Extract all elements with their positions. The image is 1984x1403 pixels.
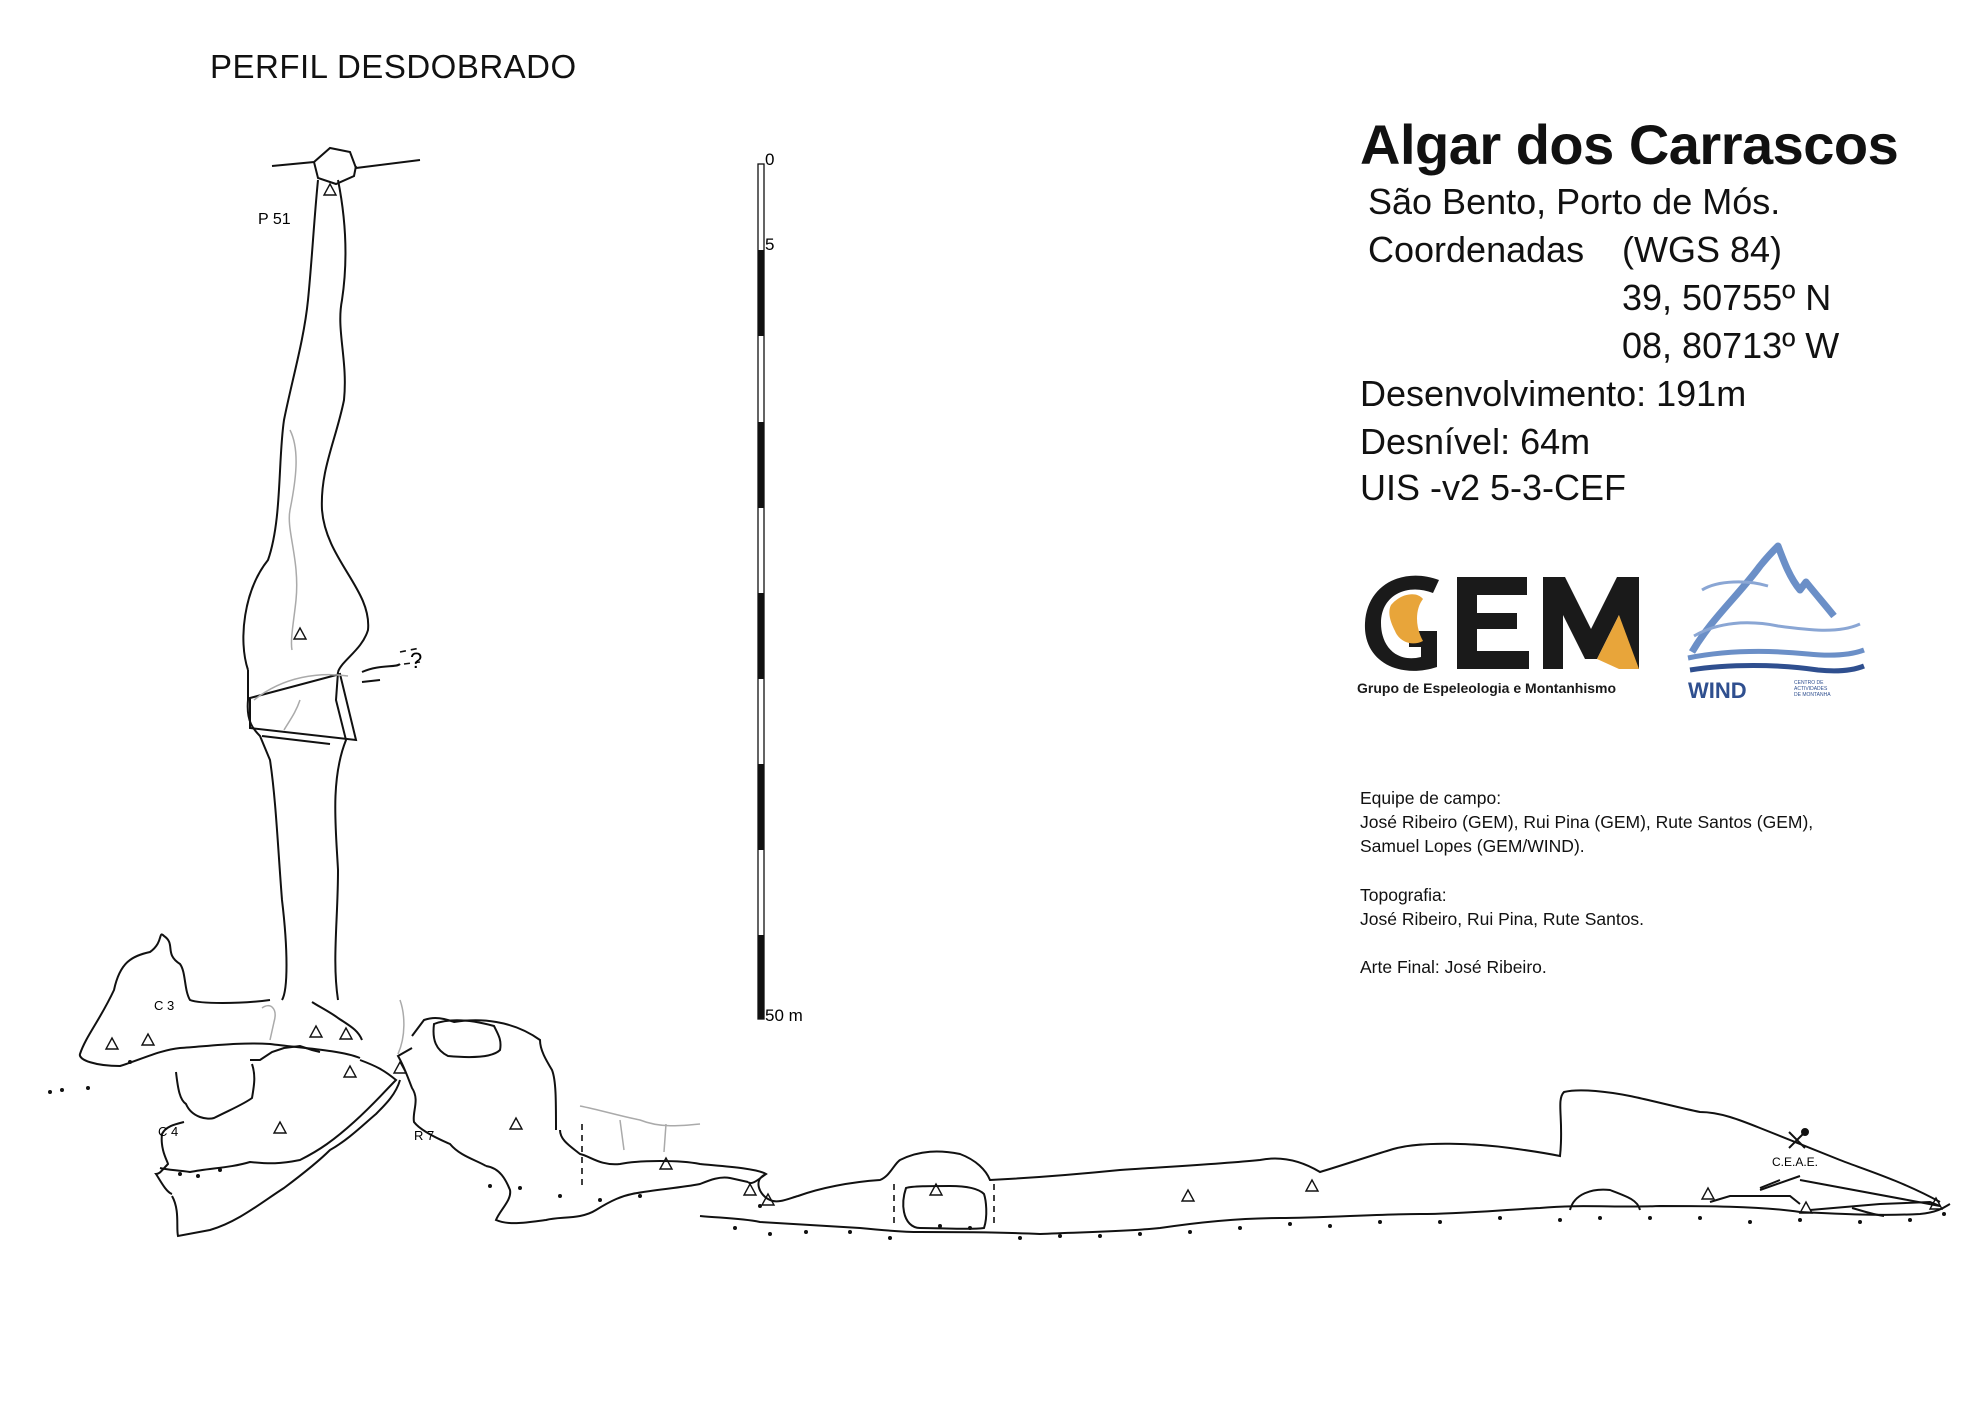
station-triangle-icon [744,1184,756,1195]
unexplored-question-mark: ? [410,648,423,673]
coordinates-longitude: 08, 80713º W [1622,325,1840,366]
coordinates-latitude: 39, 50755º N [1622,277,1832,318]
final-art-credit: Arte Final: José Ribeiro. [1360,957,1547,977]
vertical-scale-bar [758,164,764,1019]
station-triangle-icon [1306,1180,1318,1191]
station-triangle-icon [1702,1188,1714,1199]
scale-label-mid: 5 [765,235,775,254]
station-triangle-icon [1182,1190,1194,1201]
gallery-outline [700,1090,1950,1234]
floor-gravel-dots [48,1060,1946,1240]
scale-label-top: 0 [765,150,775,169]
survey-stations [106,184,1942,1213]
shaft-outline [243,148,423,1000]
c3-label: C 3 [154,998,175,1013]
station-triangle-icon [324,184,336,195]
topography-line: José Ribeiro, Rui Pina, Rute Santos. [1360,909,1645,929]
shaft-inner-line [289,430,296,650]
shaft-inner-line [254,675,348,730]
station-triangle-icon [294,628,306,639]
station-triangle-icon [106,1038,118,1049]
r7-label: R 7 [414,1128,435,1143]
wind-tagline: DE MONTANHA [1794,692,1831,698]
coordinates-label: Coordenadas [1368,229,1585,270]
gem-subtitle: Grupo de Espeleologia e Montanhismo [1357,680,1617,696]
scale-label-bottom: 50 m [765,1006,803,1025]
field-team-line: José Ribeiro (GEM), Rui Pina (GEM), Rute Santos (GEM), [1360,812,1814,832]
wind-tagline: CENTRO DE [1794,680,1824,686]
station-triangle-icon [510,1118,522,1129]
wind-name: WIND [1688,678,1747,703]
chamber-inner-line [580,1106,700,1152]
pitch-label: P 51 [258,211,291,228]
uis-code: UIS -v2 5-3-CEF [1360,467,1627,508]
ceae-label: C.E.A.E. [1772,1155,1819,1169]
coordinates-datum: (WGS 84) [1622,229,1783,270]
station-triangle-icon [310,1026,322,1037]
station-triangle-icon [344,1066,356,1077]
cave-name: Algar dos Carrascos [1360,113,1899,176]
gem-logo-icon [1357,576,1639,696]
station-triangle-icon [274,1122,286,1133]
field-team-heading: Equipe de campo: [1360,788,1502,808]
development-text: Desenvolvimento: 191m [1360,373,1747,414]
depth-text: Desnível: 64m [1360,421,1591,462]
wind-mountain-logo-icon [1688,546,1864,703]
station-triangle-icon [660,1158,672,1169]
profile-title: PERFIL DESDOBRADO [210,48,577,85]
field-team-line: Samuel Lopes (GEM/WIND). [1360,836,1585,856]
topography-heading: Topografia: [1360,885,1447,905]
station-triangle-icon [340,1028,352,1039]
location-text: São Bento, Porto de Mós. [1368,181,1781,222]
wind-tagline: ACTIVIDADES [1794,686,1828,692]
c4-label: C 4 [158,1124,179,1139]
lower-chamber-outline [80,934,766,1236]
station-triangle-icon [142,1034,154,1045]
